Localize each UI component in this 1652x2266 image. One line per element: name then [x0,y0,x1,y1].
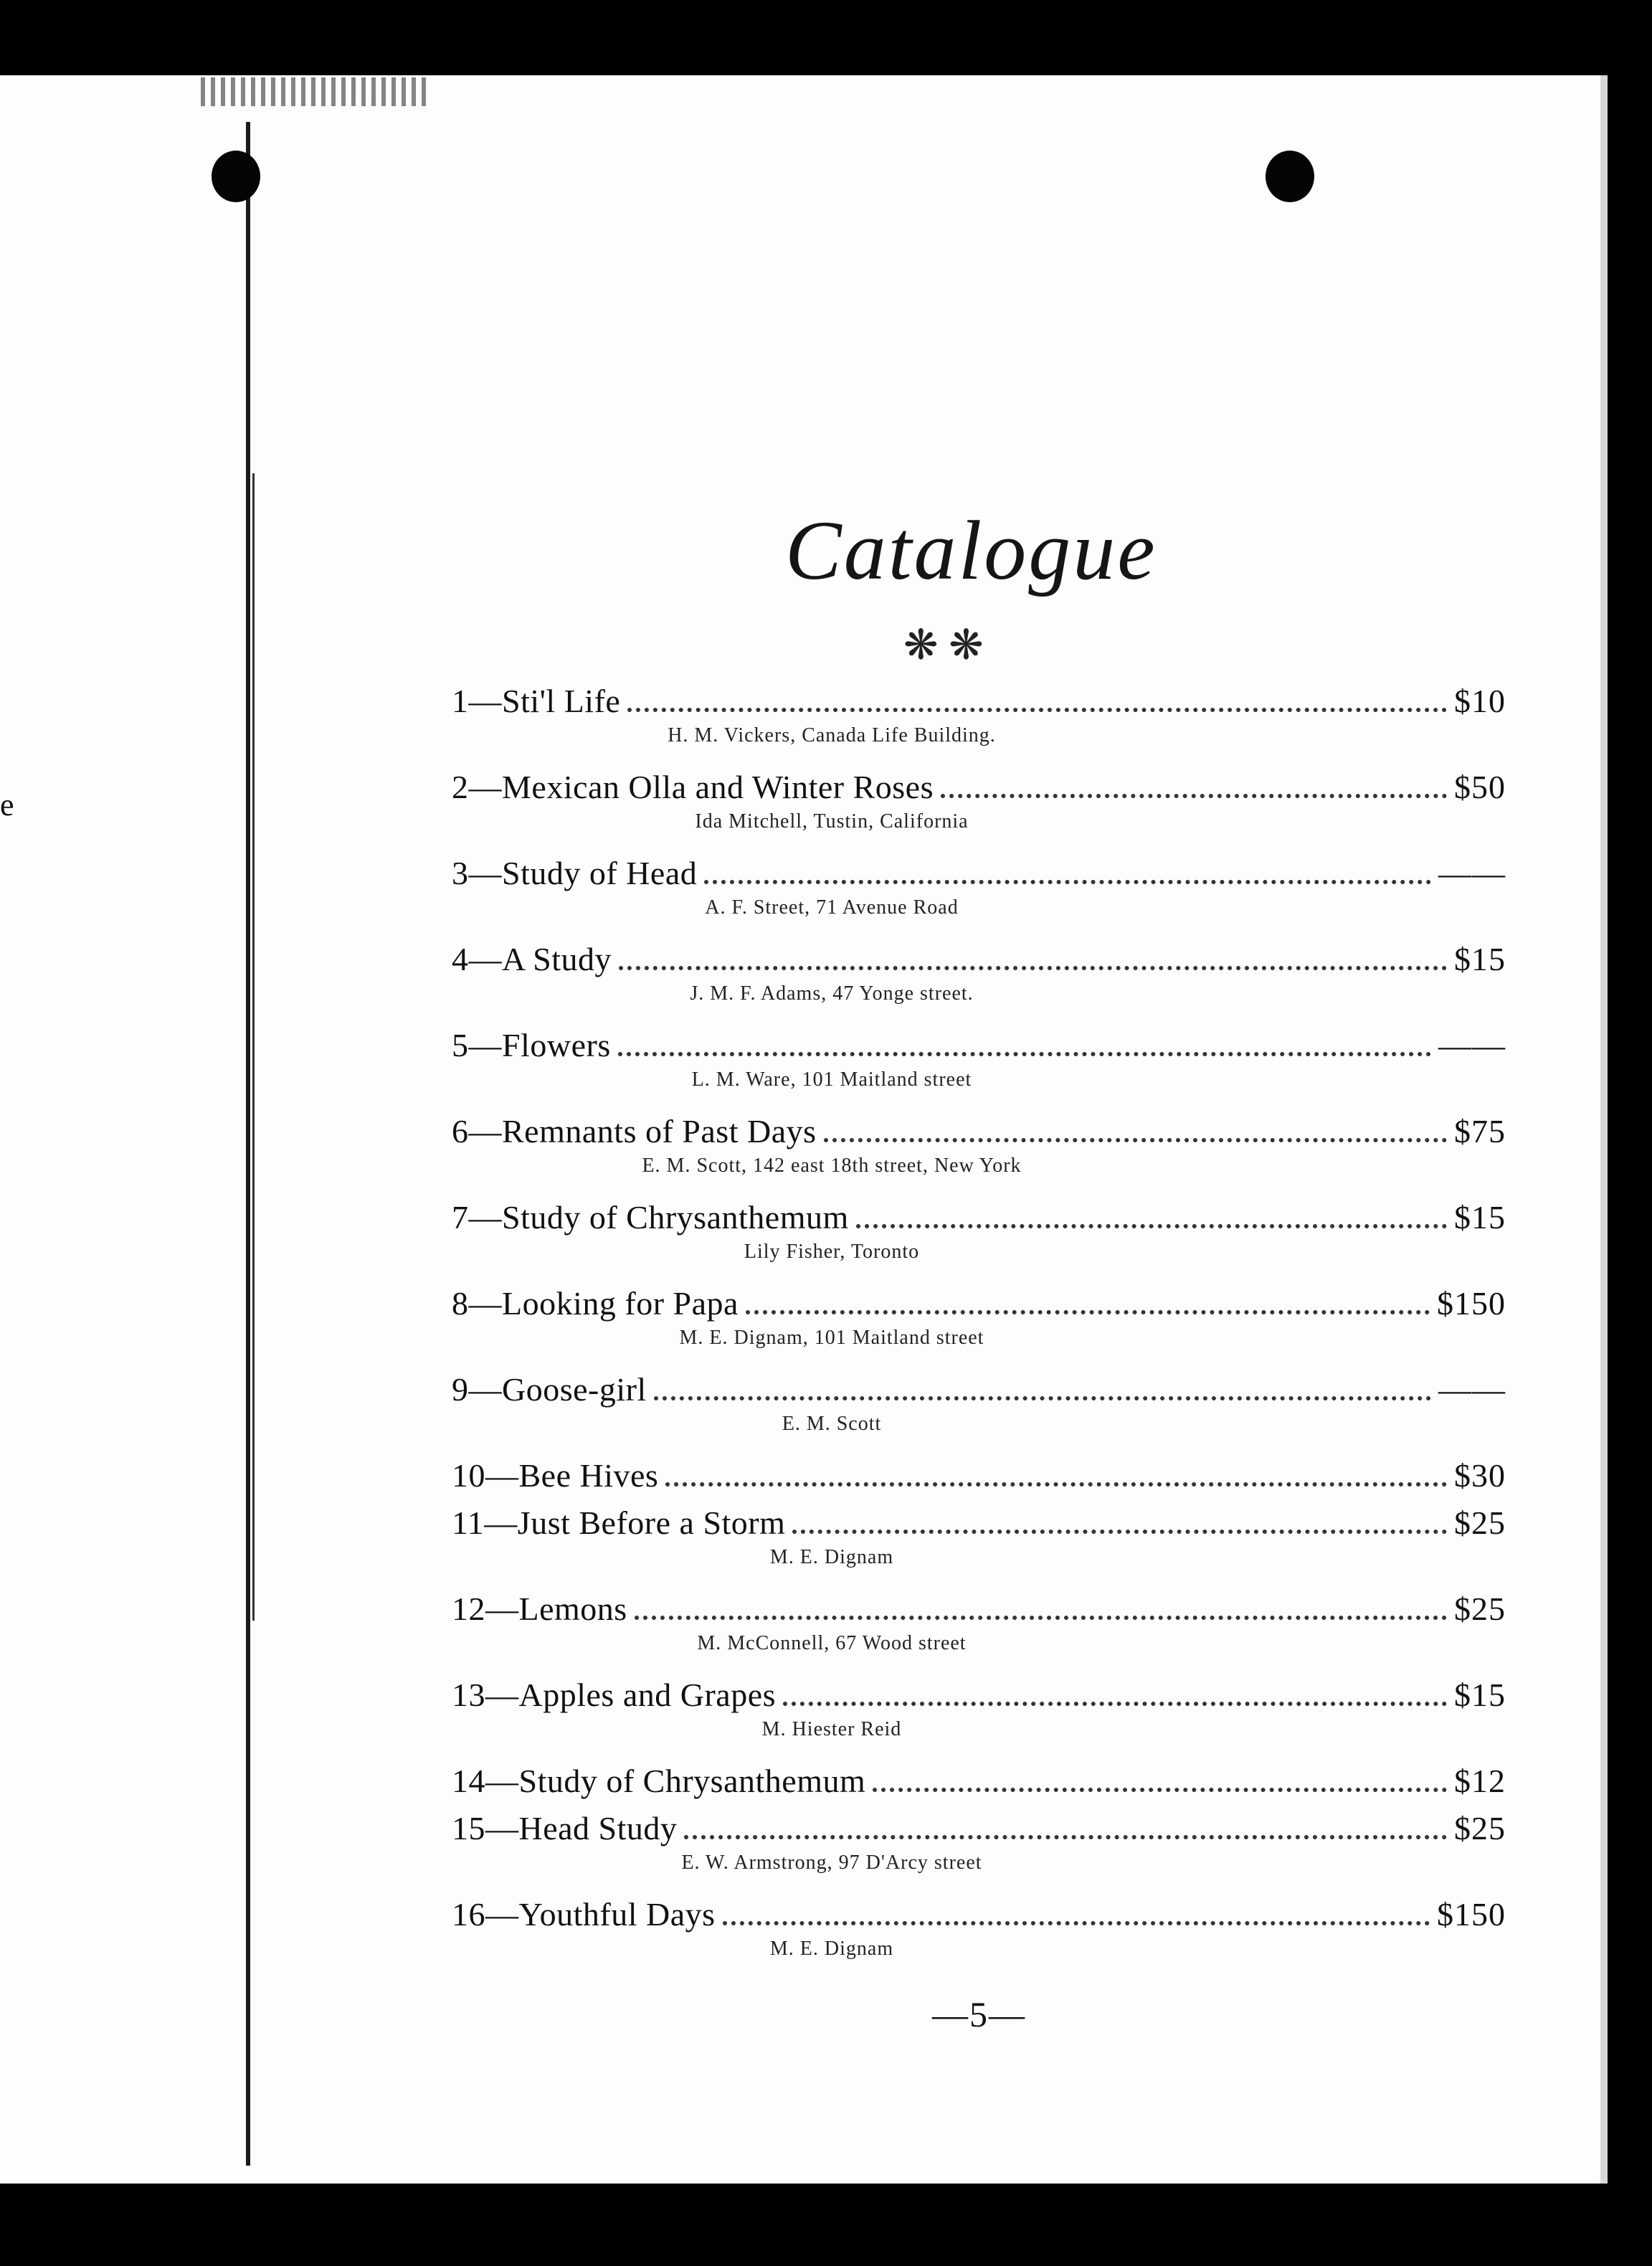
entry-price: —— [1438,1027,1506,1063]
dot-leader [873,1788,1447,1792]
list-item [452,1895,1506,1981]
entry-title: 11—Just Before a Storm [452,1504,786,1541]
entry-price: $50 [1454,769,1506,805]
list-item [452,767,1506,853]
dot-leader [723,1921,1430,1925]
entry-artist: E. W. Armstrong, 97 D'Arcy street [681,1852,982,1874]
entry-artist: H. M. Vickers, Canada Life Building. [668,724,996,746]
binding-scuff [201,77,430,106]
margin-fragment: e [0,787,14,823]
catalogue-list [452,681,1506,1981]
entry-price: $25 [1454,1591,1506,1627]
entry-title: 14—Study of Chrysanthemum [452,1763,866,1799]
entry-price: —— [1438,855,1506,891]
punch-hole-right [1266,151,1314,202]
list-item [452,1675,1506,1761]
entry-price: $10 [1454,683,1506,719]
entry-title: 5—Flowers [452,1027,611,1063]
entry-price: $15 [1454,1199,1506,1236]
list-item [452,1025,1506,1111]
entry-artist: A. F. Street, 71 Avenue Road [705,896,959,919]
dot-leader [665,1482,1447,1487]
entry-price: $12 [1454,1763,1506,1799]
list-item [452,1761,1506,1808]
entry-artist: L. M. Ware, 101 Maitland street [691,1068,972,1091]
dot-leader [618,1052,1431,1056]
dot-leader [635,1616,1447,1620]
list-item [452,1808,1506,1895]
entry-title: 3—Study of Head [452,855,698,891]
list-item [452,1370,1506,1456]
entry-artist: M. E. Dignam, 101 Maitland street [679,1327,984,1349]
dot-leader [746,1310,1430,1314]
binding-line [246,122,250,2166]
entry-title: 16—Youthful Days [452,1896,716,1933]
list-item [452,1503,1506,1589]
list-item [452,1111,1506,1198]
entry-title: 4—A Study [452,941,612,977]
entry-artist: E. M. Scott, 142 east 18th street, New York [642,1155,1022,1177]
dot-leader [792,1530,1447,1534]
entry-artist: J. M. F. Adams, 47 Yonge street. [690,982,974,1005]
dot-leader [619,966,1447,970]
entry-title: 9—Goose-girl [452,1371,647,1408]
entry-artist: M. E. Dignam [769,1938,894,1960]
entry-title: 2—Mexican Olla and Winter Roses [452,769,934,805]
entry-title: 13—Apples and Grapes [452,1677,777,1713]
dot-leader [856,1224,1447,1228]
page-title: Catalogue [785,503,1157,597]
entry-price: $15 [1454,941,1506,977]
page-edge [1600,75,1608,2184]
list-item [452,939,1506,1025]
list-item [452,1198,1506,1284]
entry-title: 8—Looking for Papa [452,1285,739,1322]
dot-leader [654,1396,1431,1400]
entry-price: $75 [1454,1113,1506,1149]
entry-price: $25 [1454,1810,1506,1847]
entry-price: $15 [1454,1677,1506,1713]
list-item [452,1589,1506,1675]
entry-price: $150 [1437,1896,1506,1933]
entry-title: 1—Sti'l Life [452,683,621,719]
list-item [452,681,1506,767]
entry-price: $25 [1454,1504,1506,1541]
dot-leader [684,1835,1447,1839]
list-item [452,1456,1506,1503]
entry-artist: E. M. Scott [782,1413,882,1435]
entry-title: 15—Head Study [452,1810,678,1847]
entry-price: $30 [1454,1457,1506,1494]
entry-artist: M. E. Dignam [769,1546,894,1568]
entry-title: 12—Lemons [452,1591,627,1627]
page-number: —5— [932,1994,1026,2034]
punch-hole-left [212,151,260,202]
dot-leader [783,1702,1447,1706]
entry-price: —— [1438,1371,1506,1408]
dot-leader [627,708,1447,712]
entry-artist: M. Hiester Reid [761,1718,902,1740]
ornament: ❋ ❋ [903,622,984,668]
binding-line-inner [252,473,255,1621]
list-item [452,853,1506,939]
entry-title: 10—Bee Hives [452,1457,659,1494]
entry-title: 7—Study of Chrysanthemum [452,1199,849,1236]
entry-price: $150 [1437,1285,1506,1322]
entry-artist: Ida Mitchell, Tustin, California [695,810,969,833]
dot-leader [824,1138,1447,1142]
entry-title: 6—Remnants of Past Days [452,1113,817,1149]
list-item [452,1284,1506,1370]
dot-leader [941,794,1447,798]
dot-leader [704,880,1431,884]
entry-artist: M. McConnell, 67 Wood street [697,1632,967,1654]
entry-artist: Lily Fisher, Toronto [744,1241,920,1263]
